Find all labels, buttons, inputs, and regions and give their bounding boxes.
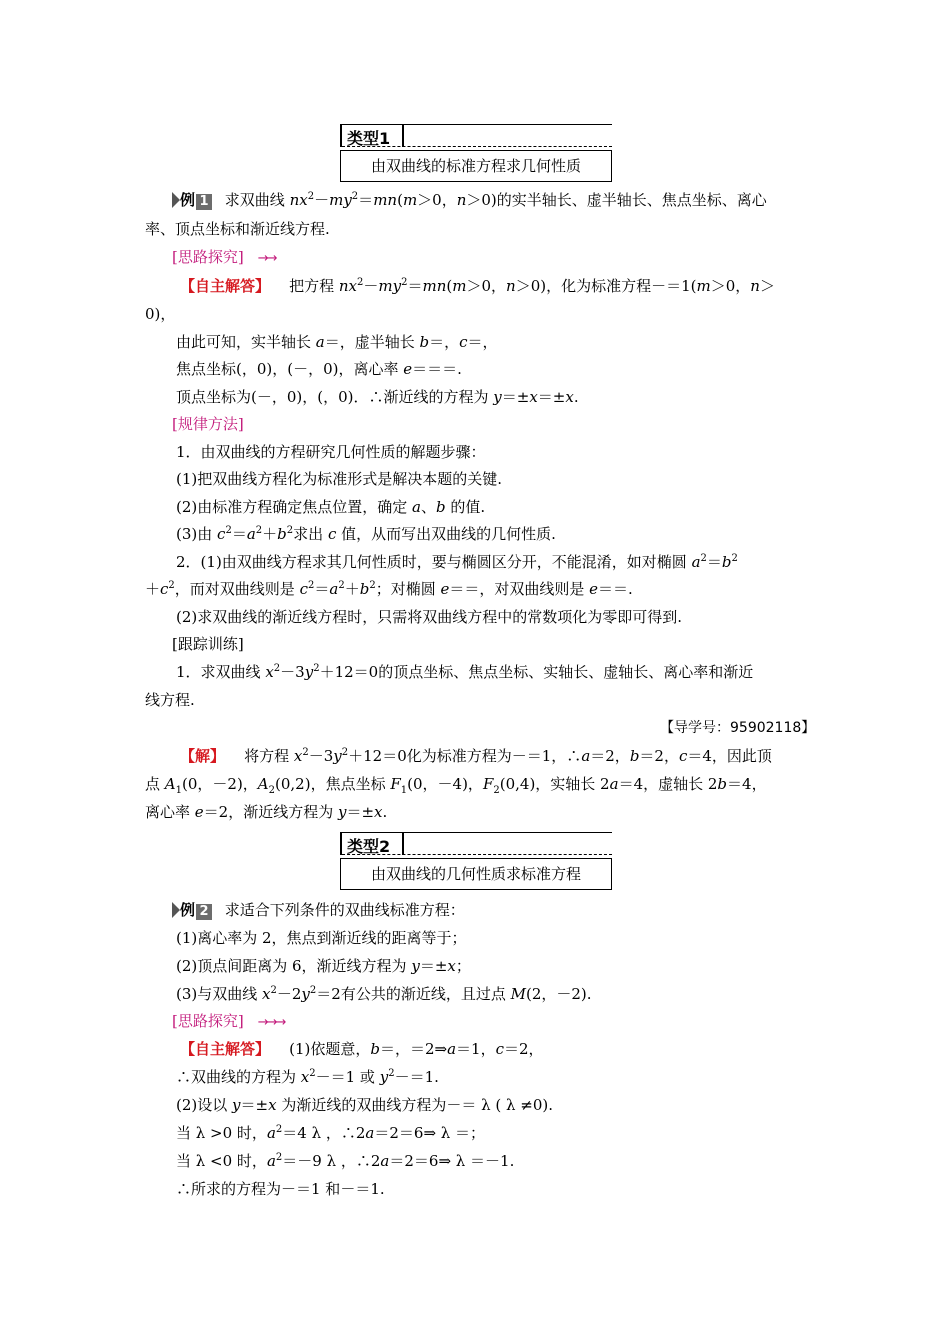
type1-header (340, 124, 612, 180)
ex1-question-line2: 率、顶点坐标和渐近线方程. (145, 220, 330, 238)
ex2-answer-line1: 【自主解答】 (1)依题意，b＝，＝2⇒a＝1，c＝2， (180, 1040, 544, 1058)
thinking-arrows: →→ (257, 251, 276, 266)
ex2-thinking: [思路探究] →→→ (172, 1012, 285, 1030)
ex2-answer-line6: ∴所求的方程为－＝1 和－＝1. (176, 1180, 385, 1198)
ex1-answer-line1: 【自主解答】 把方程 $nx^2-my^2=mn(m>0$，n＞0)，化为标准方程－＝1(m＞0，n＞ (180, 277, 775, 295)
method-line6: $+c^2$，而对双曲线则是 $c^2=a^2+b^2$；对椭圆 e＝＝，对双曲线则是 e＝＝. (145, 580, 633, 598)
self-answer-label: 【自主解答】 (180, 1040, 271, 1058)
example-1-badge: 例 1 (172, 190, 212, 210)
type2-tag (340, 832, 612, 859)
ex2-answer-line2: ∴双曲线的方程为 $x^2-=1$ 或 $y^2-=1$. (176, 1068, 439, 1086)
triangle-icon (172, 192, 180, 208)
tag-dashed-line (342, 854, 612, 855)
method-line5: 2．(1)由双曲线方程求其几何性质时，要与椭圆区分开，不能混淆，如对椭圆 $a^2=b^2$ (176, 553, 738, 571)
method-line1: 1．由双曲线的方程研究几何性质的解题步骤： (176, 443, 486, 461)
method-line7: (2)求双曲线的渐近线方程时，只需将双曲线方程中的常数项化为零即可得到. (176, 608, 683, 626)
track-line2: 线方程. (145, 691, 195, 709)
guide-number: 【导学号：95902118】 (660, 720, 816, 736)
ex2-answer-line3: (2)设以 y＝±x 为渐近线的双曲线方程为－＝ λ ( λ ≠0). (176, 1096, 554, 1114)
solution-line2: 点 $A_1(0$，－2)，$A_2(0,2)$，焦点坐标 $F_1(0$，－4)，$F_2(0,4)$，实轴长 2a＝4，虚轴长 2b＝4， (145, 775, 767, 796)
method-label: [规律方法] (172, 415, 244, 433)
type1-label: 类型1 (347, 129, 391, 148)
ex1-thinking: [思路探究] →→ (172, 248, 276, 266)
ex1-answer-line2: 由此可知，实半轴长 a＝，虚半轴长 b＝，c＝， (176, 333, 498, 351)
type2-title: 由双曲线的几何性质求标准方程 (340, 858, 612, 890)
ex1-answer-line1-cont: 0)， (145, 305, 176, 323)
ex2-condition1: (1)离心率为 2，焦点到渐近线的距离等于； (176, 929, 467, 947)
triangle-icon (172, 902, 180, 918)
ex1-question-line1: 例 1 求双曲线 $nx^2-my^2=mn(m>0$，n＞0)的实半轴长、虚半轴长、焦点坐标、离心 (172, 190, 767, 210)
solution-line1: 【解】 将方程 $x^2-3y^2+12=0$化为标准方程为－＝1，∴a＝2，b＝2，c＝4，因此顶 (180, 747, 772, 765)
method-line3: (2)由标准方程确定焦点位置，确定 a、b 的值. (176, 498, 486, 516)
ex1-answer-line3: 焦点坐标(，0)，(－，0)，离心率 e＝＝＝. (176, 360, 462, 378)
method-line4: (3)由 $c^2=a^2+b^2$求出 c 值，从而写出双曲线的几何性质. (176, 525, 556, 543)
ex2-answer-line5: 当 λ <0 时，$a^2=-9$ λ ，∴2a＝2＝6⇒ λ ＝－1. (176, 1152, 515, 1170)
ex2-condition3: (3)与双曲线 $x^2-2y^2=2$有公共的渐近线，且过点 M(2，－2). (176, 985, 592, 1003)
ex2-condition2: (2)顶点间距离为 6，渐近线方程为 y＝±x； (176, 957, 471, 975)
type1-tag (340, 124, 612, 151)
tag-bar-left (340, 833, 342, 855)
tag-bar-left (340, 125, 342, 147)
self-answer-label: 【自主解答】 (180, 277, 271, 295)
type2-label: 类型2 (347, 837, 391, 856)
track-line1: 1．求双曲线 $x^2-3y^2+12=0$的顶点坐标、焦点坐标、实轴长、虚轴长、离心率和渐近 (176, 663, 754, 681)
ex2-answer-line4: 当 λ >0 时，$a^2=4$ λ ，∴2a＝2＝6⇒ λ ＝； (176, 1124, 486, 1142)
tag-bar-right (402, 833, 404, 855)
example-2-badge: 例 2 (172, 900, 212, 920)
solution-line3: 离心率 e＝2，渐近线方程为 y＝±x. (145, 803, 388, 821)
type2-header (340, 832, 612, 888)
method-line2: (1)把双曲线方程化为标准形式是解决本题的关键. (176, 470, 503, 488)
tag-bar-right (402, 125, 404, 147)
ex2-question: 例 2 求适合下列条件的双曲线标准方程： (172, 900, 465, 920)
tag-dashed-line (342, 146, 612, 147)
ex1-answer-line4: 顶点坐标为(－，0)，(，0)．∴渐近线的方程为 y＝±x＝±x. (176, 388, 579, 406)
solution-label: 【解】 (180, 747, 226, 765)
track-label: [跟踪训练] (172, 635, 244, 653)
thinking-arrows: →→→ (257, 1015, 285, 1030)
type1-title: 由双曲线的标准方程求几何性质 (340, 150, 612, 182)
